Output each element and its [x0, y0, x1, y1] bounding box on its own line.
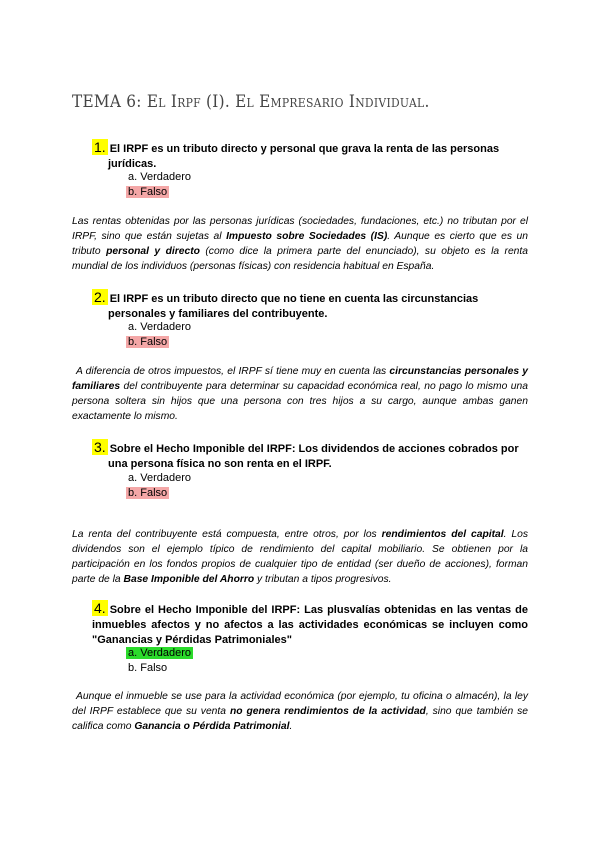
explanation-4: Aunque el inmueble se use para la actividad económica (por ejemplo, tu oficina o almacén), la ley del IRPF establece que su venta no genera rendimientos de la actividad, sino que también se califica como Ganancia o Pérdida Patrimonial.: [72, 691, 529, 732]
question-1: [92, 140, 528, 172]
option-b[interactable]: b. Falso: [128, 487, 168, 499]
explanation-3: La renta del contribuyente está compuesta, entre otros, por los rendimientos del capital. Los dividendos son el ejemplo típico de rendimiento del capital mobiliario. Se obtienen por la participación en los fondos propios de cualquier tipo de entidad (ser dueño de acciones), forman parte de la Base Imponible del Ahorro y tributan a tipos progresivos.: [72, 529, 528, 585]
option-b[interactable]: b. Falso: [128, 186, 168, 198]
question-number: 2.: [94, 289, 106, 305]
question-text: El IRPF es un tributo directo y personal que grava la renta de las personas: [109, 143, 500, 155]
option-a[interactable]: a. Verdadero: [128, 171, 191, 183]
question-text-cont: personales y familiares del contribuyente.: [108, 308, 328, 320]
options-1: [126, 170, 193, 200]
question-text: El IRPF es un tributo directo que no tiene en cuenta las circunstancias: [109, 293, 479, 305]
question-number: 1.: [94, 139, 106, 155]
explanation-2: A diferencia de otros impuestos, el IRPF sí tiene muy en cuenta las circunstancias personales y familiares del contribuyente para determinar su capacidad económica real, no pago lo mismo una persona soltera sin hijos que una persona con tres hijos a su cargo, aunque ambas ganen exactamente lo mismo.: [72, 366, 529, 422]
question-2: [92, 290, 528, 322]
question-text: Sobre el Hecho Imponible del IRPF: Las plusvalías obtenidas en las ventas de inmuebles afectos y no afectos a las actividades económicas se incluyen como "Ganancias y Pérdidas Patrimoniales": [92, 604, 528, 646]
option-a[interactable]: a. Verdadero: [128, 472, 191, 484]
question-text: Sobre el Hecho Imponible del IRPF: Los dividendos de acciones cobrados por: [109, 443, 519, 455]
question-4: [92, 601, 528, 648]
question-number: 4.: [94, 600, 106, 616]
options-3: [126, 471, 193, 501]
question-text-cont: jurídicas.: [108, 158, 157, 170]
question-number: 3.: [94, 439, 106, 455]
option-a[interactable]: a. Verdadero: [128, 647, 191, 659]
options-4: [126, 646, 193, 676]
question-3: [92, 440, 528, 472]
explanation-1: Las rentas obtenidas por las personas jurídicas (sociedades, fundaciones, etc.) no tributan por el IRPF, sino que están sujetas al Impuesto sobre Sociedades (IS). Aunque es cierto que es un tributo personal y directo (como dice la primera parte del enunciado), su objeto es la renta mundial de los individuos (personas físicas) con residencia habitual en España.: [72, 216, 528, 272]
option-a[interactable]: a. Verdadero: [128, 321, 191, 333]
options-2: [126, 320, 193, 350]
page-title: TEMA 6: El Irpf (I). El Empresario Individual.: [72, 92, 430, 112]
option-b[interactable]: b. Falso: [128, 662, 168, 674]
option-b[interactable]: b. Falso: [128, 336, 168, 348]
question-text-cont: una persona física no son renta en el IRPF.: [108, 458, 332, 470]
